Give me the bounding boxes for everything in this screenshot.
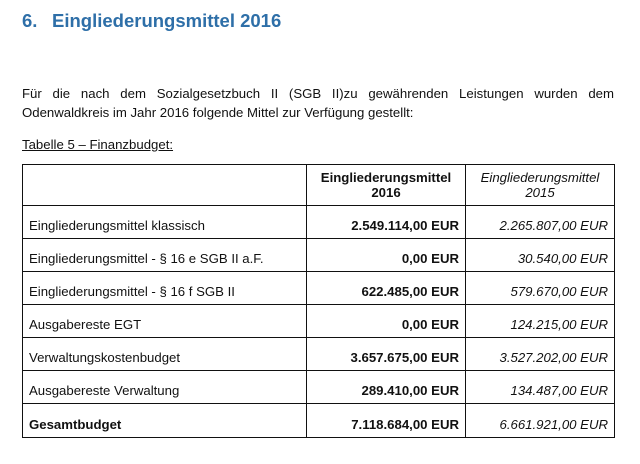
- value-2016: 0,00 EUR: [307, 239, 466, 272]
- row-label: Eingliederungsmittel - § 16 f SGB II: [23, 272, 307, 305]
- header-2016-line2: 2016: [371, 185, 401, 200]
- value-2016: 2.549.114,00 EUR: [307, 206, 466, 239]
- table-row: [23, 239, 615, 272]
- header-2016-cell: [307, 165, 466, 206]
- row-label: Ausgabereste EGT: [23, 305, 307, 338]
- value-2015: 124.215,00 EUR: [466, 305, 615, 338]
- section-heading: [22, 10, 281, 32]
- row-label: Eingliederungsmittel - § 16 e SGB II a.F.: [23, 239, 307, 272]
- finance-budget-table: [22, 164, 615, 438]
- header-2015-cell: [466, 165, 615, 206]
- value-2016: 289.410,00 EUR: [307, 371, 466, 404]
- value-2015: 30.540,00 EUR: [466, 239, 615, 272]
- value-2015: 2.265.807,00 EUR: [466, 206, 615, 239]
- row-label: Ausgabereste Verwaltung: [23, 371, 307, 404]
- total-row: [23, 404, 615, 438]
- value-2015: 3.527.202,00 EUR: [466, 338, 615, 371]
- intro-paragraph: Für die nach dem Sozialgesetzbuch II (SGB II)zu gewährenden Leistungen wurden dem Odenwaldkreis im Jahr 2016 folgende Mittel zur Verfügung gestellt:: [22, 86, 614, 120]
- value-2016: 622.485,00 EUR: [307, 272, 466, 305]
- header-2015-line2: 2015: [525, 185, 555, 200]
- table-row: [23, 371, 615, 404]
- section-title: Eingliederungsmittel 2016: [52, 10, 282, 31]
- table-row: [23, 272, 615, 305]
- table-row: [23, 338, 615, 371]
- table-row: [23, 206, 615, 239]
- table-header-row: [23, 165, 615, 206]
- header-2016-line1: Eingliederungsmittel: [320, 170, 452, 185]
- header-label-cell: [23, 165, 307, 206]
- section-number: 6.: [22, 10, 38, 31]
- table-caption: Tabelle 5 – Finanzbudget:: [22, 137, 174, 152]
- total-value-2015: 6.661.921,00 EUR: [466, 404, 615, 438]
- value-2016: 3.657.675,00 EUR: [307, 338, 466, 371]
- value-2016: 0,00 EUR: [307, 305, 466, 338]
- row-label: Eingliederungsmittel klassisch: [23, 206, 307, 239]
- total-label: Gesamtbudget: [23, 404, 307, 438]
- value-2015: 579.670,00 EUR: [466, 272, 615, 305]
- header-2015-line1: Eingliederungsmittel: [480, 170, 600, 185]
- value-2015: 134.487,00 EUR: [466, 371, 615, 404]
- total-value-2016: 7.118.684,00 EUR: [307, 404, 466, 438]
- table-row: [23, 305, 615, 338]
- row-label: Verwaltungskostenbudget: [23, 338, 307, 371]
